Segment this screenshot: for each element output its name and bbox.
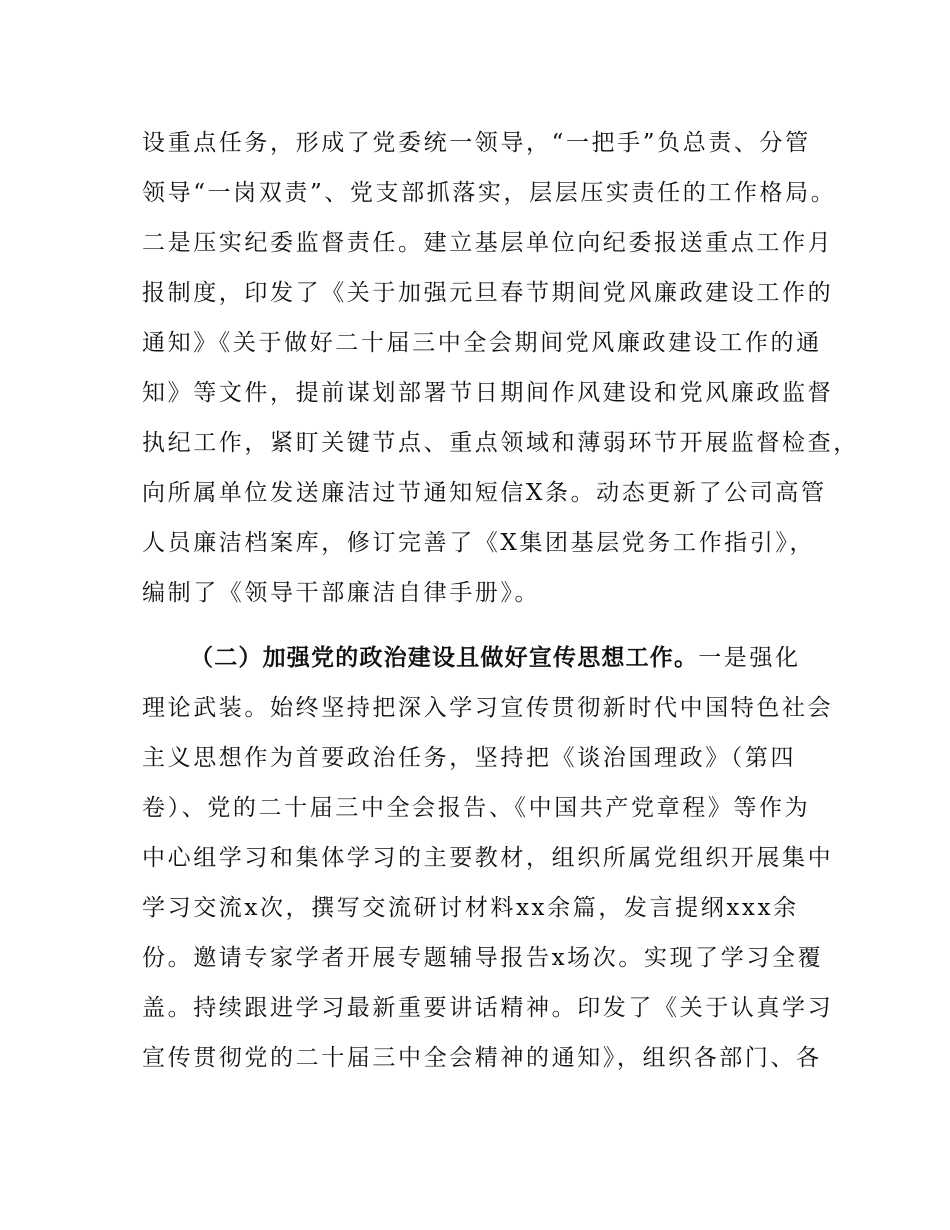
body-text-line: 份。邀请专家学者开展专题辅导报告x场次。实现了学习全覆 <box>142 945 824 971</box>
body-text-line: 向所属单位发送廉洁过节通知短信X条。动态更新了公司高管 <box>142 480 827 506</box>
body-text-line: 设重点任务，形成了党委统一领导，“一把手”负总责、分管 <box>142 130 811 156</box>
section-heading-line <box>190 643 870 673</box>
section-heading: （二）加强党的政治建设且做好宣传思想工作。 <box>190 645 699 671</box>
body-text-line: 知》等文件，提前谋划部署节日期间作风建设和党风廉政监督 <box>142 380 834 406</box>
body-text-line: 通知》《关于做好二十届三中全会期间党风廉政建设工作的通 <box>142 330 822 356</box>
body-text-line: 主义思想作为首要政治任务，坚持把《谈治国理政》（第四 <box>142 745 797 771</box>
body-text-line: 二是压实纪委监督责任。建立基层单位向纪委报送重点工作月 <box>142 230 834 256</box>
body-text-line: 编制了《领导干部廉洁自律手册》。 <box>142 580 541 606</box>
body-text-line: 人员廉洁档案库，修订完善了《X集团基层党务工作指引》， <box>142 530 816 556</box>
body-text-line: 盖。持续跟进学习最新重要讲话精神。印发了《关于认真学习 <box>142 995 834 1021</box>
body-text-line: 理论武装。始终坚持把深入学习宣传贯彻新时代中国特色社会 <box>142 695 834 721</box>
body-text-line: 执纪工作，紧盯关键节点、重点领域和薄弱环节开展监督检查， <box>142 430 859 456</box>
body-text-line: 学习交流x次，撰写交流研讨材料xx余篇，发言提纲xxx余 <box>142 895 799 921</box>
section-heading-continuation: 一是强化 <box>698 645 801 671</box>
body-text-line: 卷）、党的二十届三中全会报告、《中国共产党章程》等作为 <box>142 795 811 821</box>
body-text-line: 报制度，印发了《关于加强元旦春节期间党风廉政建设工作的 <box>142 280 834 306</box>
body-text-line: 领导“一岗双责”、党支部抓落实，层层压实责任的工作格局。 <box>142 180 837 206</box>
body-text-line: 中心组学习和集体学习的主要教材，组织所属党组织开展集中 <box>142 845 834 871</box>
body-text-line: 宣传贯彻党的二十届三中全会精神的通知》，组织各部门、各 <box>142 1045 822 1071</box>
